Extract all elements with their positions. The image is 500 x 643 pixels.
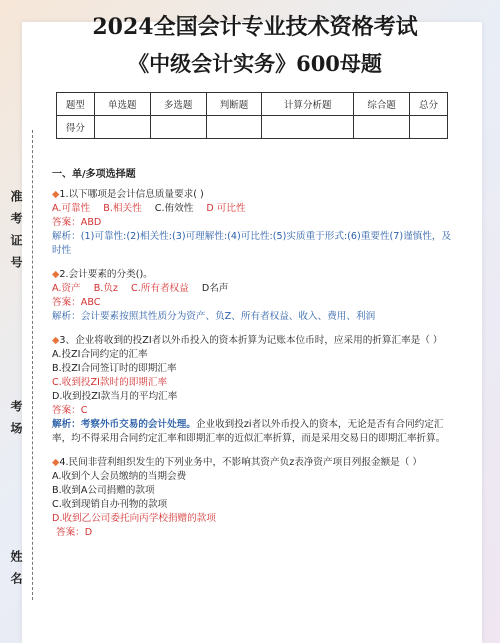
score-header: 题型 [57, 93, 95, 116]
diamond-bullet-icon: ◆ [52, 269, 60, 280]
score-cell [150, 116, 206, 139]
option: A.资产 [52, 283, 81, 294]
option: C.收到现销自办刊物的款项 [52, 499, 168, 510]
option: D 可比性 [206, 203, 246, 214]
score-cell [262, 116, 354, 139]
analysis-text: 企业收到投zi者以外币投入的资本，无论是否有合同约定汇率，均不得采用合同约定汇率和即期汇率的近似汇率折算，而是采用交易日的即期汇率折算。 [52, 419, 446, 444]
analysis [52, 418, 452, 446]
score-header-row [57, 93, 448, 116]
option: D名声 [201, 283, 229, 294]
question-1 [52, 188, 452, 258]
score-cell [410, 116, 448, 139]
side-binding-area [0, 130, 48, 610]
answer: 答案：ABC [52, 297, 101, 308]
score-row-label: 得分 [57, 116, 95, 139]
name-label: 姓名 [9, 550, 23, 594]
option: C.侑效性 [154, 203, 194, 214]
answer: 答案：ABD [52, 217, 102, 228]
question-2 [52, 268, 452, 324]
score-cell [94, 116, 150, 139]
score-cell [354, 116, 410, 139]
option: C.收到投ZI款时的即期汇率 [52, 377, 168, 388]
score-header: 总分 [410, 93, 448, 116]
option: B.收到A公司捐赠的款项 [52, 485, 155, 496]
option: A.可靠性 [52, 203, 91, 214]
options [52, 202, 452, 216]
analysis: 解析：(1)可靠性:(2)相关性:(3)可理解性:(4)可比性:(5)实质重于形式:(6)重要性(7)谨慎性，及时性 [52, 231, 452, 256]
diamond-bullet-icon: ◆ [52, 189, 60, 200]
question-text: 4.民间非营利组织发生的下列业务中，不影响其资产负z表净资产项目列报金额是（ ） [59, 457, 423, 468]
score-cell [206, 116, 262, 139]
diamond-bullet-icon: ◆ [52, 457, 60, 468]
option: A.收到个人会员缴纳的当期会费 [52, 471, 187, 482]
exam-content [52, 168, 452, 540]
score-table [56, 92, 448, 139]
exam-title-line2: 《中级会计实务》600母题 [128, 51, 382, 76]
score-header: 判断题 [206, 93, 262, 116]
score-header: 多选题 [150, 93, 206, 116]
section-title: 一、单/多项选择题 [52, 169, 136, 180]
question-text: 3、企业将收到的投ZI者以外币投入的资本折算为记账本位币时，应采用的折算汇率是（ ） [59, 335, 443, 346]
option: A.投ZI合同约定的汇率 [52, 349, 148, 360]
diamond-bullet-icon: ◆ [52, 335, 60, 346]
option: D.收到乙公司委托向丙学校捐赠的款项 [52, 513, 216, 524]
question-4 [52, 456, 452, 540]
exam-title-line1: 2024全国会计专业技术资格考试 [92, 14, 418, 40]
score-header: 计算分析题 [262, 93, 354, 116]
exam-room-label: 考场 [9, 400, 23, 444]
option: B.相关性 [103, 203, 142, 214]
score-value-row [57, 116, 448, 139]
score-header: 单选题 [94, 93, 150, 116]
score-header: 综合题 [354, 93, 410, 116]
question-text: 1.以下哪项是会计信息质量要求( ) [59, 189, 204, 200]
analysis: 解析：会计要素按照其性质分为资产、负Z、所有者权益、收入、费用、利润 [52, 311, 376, 322]
analysis-lead: 解析：考察外币交易的会计处理。 [52, 419, 196, 430]
answer: 答案：D [56, 527, 93, 538]
option: D.收到投ZI款当月的平均汇率 [52, 391, 178, 402]
question-text: 2.会计要素的分类()。 [59, 269, 153, 280]
binding-dashed-line [32, 130, 33, 600]
option: B.投ZI合同签订时的即期汇率 [52, 363, 177, 374]
answer: 答案：C [52, 405, 88, 416]
options [52, 282, 452, 296]
option: C.所有者权益 [131, 283, 189, 294]
ticket-number-label: 准考证号 [9, 190, 23, 278]
option: B.负z [93, 283, 118, 294]
question-3 [52, 334, 452, 446]
